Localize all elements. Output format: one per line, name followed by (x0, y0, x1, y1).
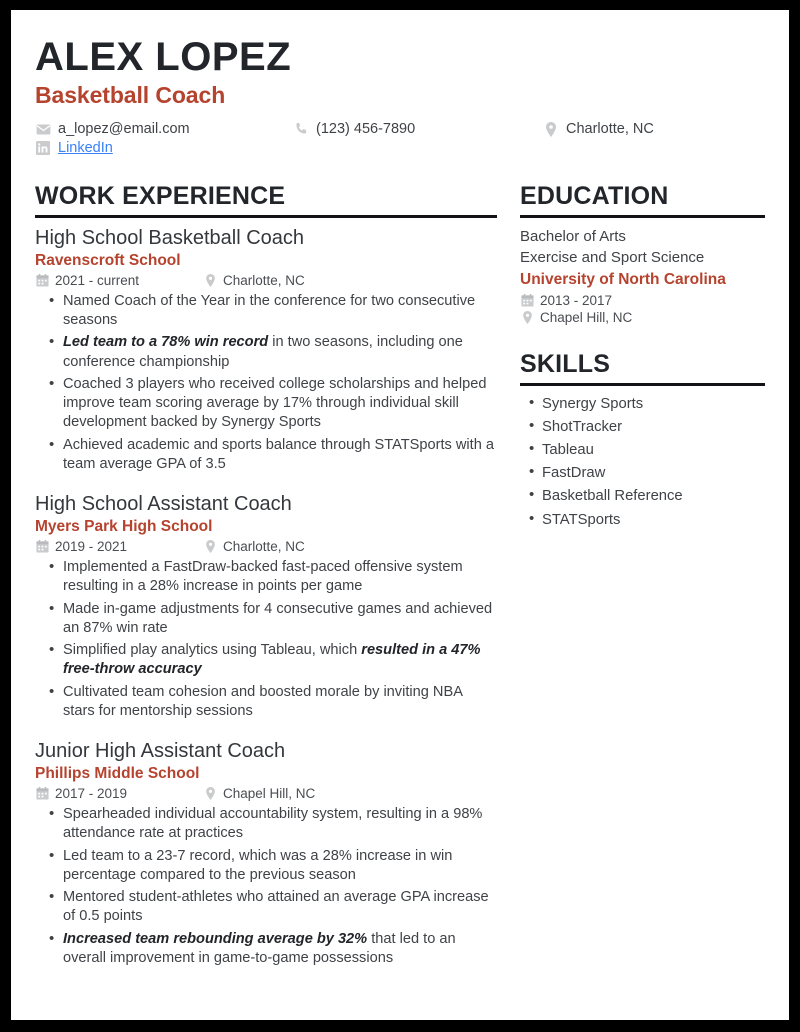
education-dates-group (520, 293, 765, 308)
location-pin-icon (203, 540, 217, 554)
contact-email[interactable] (35, 121, 293, 137)
job-dates-group (35, 273, 203, 288)
education-dates: 2013 - 2017 (540, 293, 613, 309)
job-meta (35, 273, 497, 288)
sidebar-column (520, 183, 765, 971)
education-location-group (520, 310, 765, 325)
linkedin-link[interactable]: LinkedIn (58, 140, 113, 157)
skills-rule (520, 383, 765, 386)
education-entry (520, 226, 765, 326)
envelope-icon (35, 121, 51, 137)
job-dates: 2021 - current (55, 272, 140, 288)
skill-item: • Basketball Reference (542, 486, 765, 506)
bullet-item: • Spearheaded individual accountability system, resulting in a 98% attendance rate at practices (63, 805, 497, 844)
contact-location-text: Charlotte, NC (566, 121, 654, 138)
work-experience-rule (35, 215, 497, 218)
contact-phone[interactable] (293, 121, 543, 137)
job-title: High School Assistant Coach (35, 493, 292, 516)
skill-item: • FastDraw (542, 463, 765, 483)
contact-location (543, 121, 765, 137)
column-gap (497, 183, 520, 971)
contact-row-primary (35, 121, 765, 137)
education-degree: Bachelor of Arts (520, 227, 626, 245)
job-company: Myers Park High School (35, 518, 213, 536)
education-school: University of North Carolina (520, 271, 726, 289)
calendar-icon (35, 273, 49, 287)
work-experience-column (35, 183, 497, 971)
job-entry (35, 226, 497, 474)
calendar-icon (35, 540, 49, 554)
job-location: Charlotte, NC (223, 539, 305, 555)
job-dates-group (35, 539, 203, 554)
resume-page (11, 10, 789, 1020)
skill-item: • STATSports (542, 510, 765, 530)
skills-section (520, 351, 765, 529)
bullet-item: • Cultivated team cohesion and boosted morale by inviting NBA stars for mentorship sessions (63, 683, 497, 722)
location-pin-icon (520, 311, 534, 325)
bullet-item: • Named Coach of the Year in the conference for two consecutive seasons (63, 292, 497, 331)
contact-email-text: a_lopez@email.com (58, 121, 190, 138)
contact-phone-text: (123) 456-7890 (316, 121, 416, 138)
bullet-item: • Simplified play analytics using Tableau, which resulted in a 47% free-throw accuracy (63, 641, 497, 680)
job-dates: 2019 - 2021 (55, 539, 128, 555)
bullet-item: • Implemented a FastDraw-backed fast-paced offensive system resulting in a 28% increase in points per game (63, 558, 497, 597)
job-title: High School Basketball Coach (35, 226, 305, 249)
job-location: Chapel Hill, NC (223, 786, 316, 802)
job-title: Junior High Assistant Coach (35, 740, 286, 763)
job-dates-group (35, 786, 203, 801)
skill-item: • Synergy Sports (542, 394, 765, 414)
education-field: Exercise and Sport Science (520, 249, 705, 267)
bullet-item: • Coached 3 players who received college scholarships and helped improve team scoring average by 17% through individual skill development backed by Synergy Sports (63, 375, 497, 433)
resume-header (35, 36, 765, 156)
job-location-group (203, 786, 315, 801)
linkedin-icon (35, 140, 51, 156)
job-bullet-list (35, 558, 497, 721)
resume-body-columns (35, 183, 765, 971)
job-location-group (203, 273, 305, 288)
location-pin-icon (203, 787, 217, 801)
contact-row-secondary (35, 140, 765, 156)
job-company: Ravenscroft School (35, 251, 181, 269)
job-meta (35, 786, 497, 801)
candidate-role: Basketball Coach (35, 82, 226, 109)
education-rule (520, 215, 765, 218)
contact-linkedin[interactable] (35, 140, 293, 156)
job-entry (35, 739, 497, 968)
location-pin-icon (543, 121, 559, 137)
location-pin-icon (203, 273, 217, 287)
bullet-item: • Mentored student-athletes who attained an average GPA increase of 0.5 points (63, 888, 497, 927)
job-meta (35, 539, 497, 554)
job-company: Phillips Middle School (35, 765, 200, 783)
skill-item: • ShotTracker (542, 417, 765, 437)
job-bullet-list (35, 805, 497, 968)
calendar-icon (35, 787, 49, 801)
skills-heading: SKILLS (520, 350, 611, 379)
job-bullet-list (35, 292, 497, 474)
job-entry (35, 492, 497, 721)
skills-list (520, 394, 765, 530)
work-experience-heading: WORK EXPERIENCE (35, 182, 286, 211)
bullet-item: • Increased team rebounding average by 32% that led to an overall improvement in game-to-game possessions (63, 930, 497, 969)
candidate-name: ALEX LOPEZ (35, 35, 292, 79)
bullet-item: • Made in-game adjustments for 4 consecutive games and achieved an 87% win rate (63, 600, 497, 639)
job-location-group (203, 539, 305, 554)
bullet-item: • Achieved academic and sports balance through STATSports with a team average GPA of 3.5 (63, 436, 497, 475)
bullet-item: • Led team to a 23-7 record, which was a 28% increase in win percentage compared to the previous season (63, 847, 497, 886)
education-heading: EDUCATION (520, 182, 669, 211)
education-location: Chapel Hill, NC (540, 310, 633, 326)
job-dates: 2017 - 2019 (55, 786, 128, 802)
phone-icon (293, 121, 309, 137)
job-location: Charlotte, NC (223, 272, 305, 288)
bullet-item: • Led team to a 78% win record in two seasons, including one conference championship (63, 333, 497, 372)
skill-item: • Tableau (542, 440, 765, 460)
calendar-icon (520, 294, 534, 308)
